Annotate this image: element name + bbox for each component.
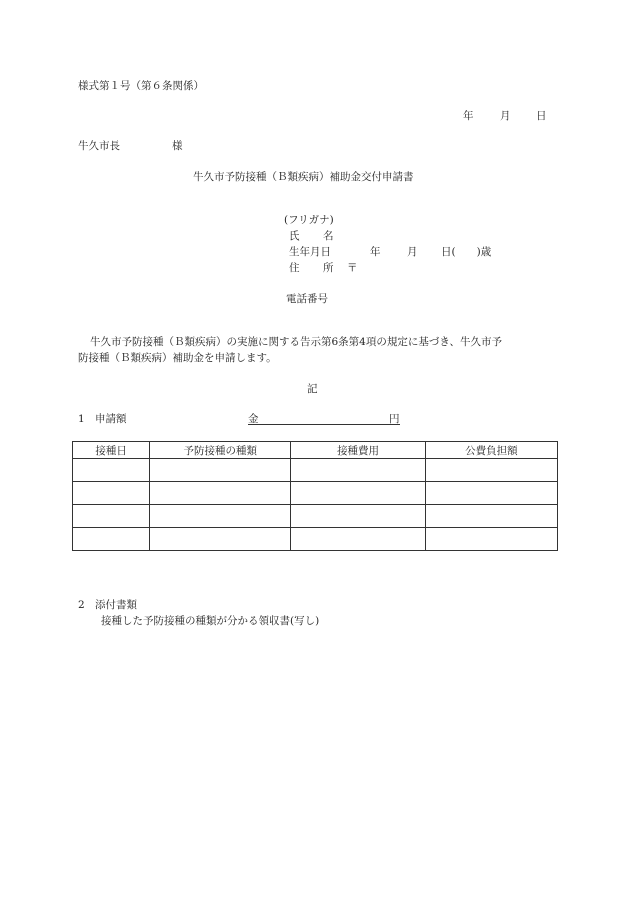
table-cell[interactable] <box>73 459 150 482</box>
document-title: 牛久市予防接種（Ｂ類疾病）補助金交付申請書 <box>193 171 414 183</box>
table-cell[interactable] <box>150 459 291 482</box>
table-header-row <box>73 442 558 459</box>
furigana-label: (フリガナ) <box>284 214 334 226</box>
table-cell[interactable] <box>291 505 425 528</box>
amount-underline <box>248 424 400 425</box>
table-cell[interactable] <box>291 482 425 505</box>
postal-mark: 〒 <box>347 262 358 274</box>
name-label-1: 氏 <box>289 230 300 242</box>
amount-unit: 円 <box>389 413 400 425</box>
table-row <box>73 528 558 551</box>
addressee-honorific: 様 <box>172 140 183 152</box>
form-number: 様式第１号（第６条関係） <box>78 80 204 92</box>
addressee-name: 牛久市長 <box>78 140 120 152</box>
vaccination-table <box>72 441 558 551</box>
birth-month: 月 <box>407 246 418 258</box>
table-cell[interactable] <box>291 459 425 482</box>
amount-prefix: 金 <box>248 413 259 425</box>
birth-day-age: 日( )歳 <box>441 246 492 258</box>
section2-number: 2 <box>78 599 85 611</box>
date-month: 月 <box>500 110 511 122</box>
table-cell[interactable] <box>150 505 291 528</box>
attachment-item: 接種した予防接種の種類が分かる領収書(写し) <box>101 615 320 627</box>
table-cell[interactable] <box>425 482 557 505</box>
address-label-1: 住 <box>289 262 300 274</box>
body-text-line-2: 防接種（Ｂ類疾病）補助金を申請します。 <box>78 352 277 364</box>
table-cell[interactable] <box>150 482 291 505</box>
table-cell[interactable] <box>73 528 150 551</box>
table-cell[interactable] <box>150 528 291 551</box>
section1-number: 1 <box>78 413 85 425</box>
header-vaccination-cost: 接種費用 <box>291 442 425 459</box>
phone-label: 電話番号 <box>286 293 328 305</box>
table-cell[interactable] <box>425 528 557 551</box>
date-year: 年 <box>463 110 474 122</box>
birthdate-label: 生年月日 <box>289 246 331 258</box>
header-vaccine-type: 予防接種の種類 <box>150 442 291 459</box>
table-cell[interactable] <box>425 459 557 482</box>
table-cell[interactable] <box>291 528 425 551</box>
body-text-line-1: 牛久市予防接種（Ｂ類疾病）の実施に関する告示第6条第4項の規定に基づき、牛久市予 <box>90 336 502 348</box>
birth-year: 年 <box>370 246 381 258</box>
table-cell[interactable] <box>73 482 150 505</box>
header-public-subsidy: 公費負担額 <box>425 442 557 459</box>
table-row <box>73 482 558 505</box>
table-cell[interactable] <box>425 505 557 528</box>
table-row <box>73 505 558 528</box>
ki-mark: 記 <box>307 383 318 395</box>
address-label-2: 所 <box>323 262 334 274</box>
section2-label: 添付書類 <box>95 599 137 611</box>
section1-label: 申請額 <box>95 413 127 425</box>
name-label-2: 名 <box>323 230 334 242</box>
table-row <box>73 459 558 482</box>
header-vaccination-date: 接種日 <box>73 442 150 459</box>
table-cell[interactable] <box>73 505 150 528</box>
date-day: 日 <box>536 110 547 122</box>
